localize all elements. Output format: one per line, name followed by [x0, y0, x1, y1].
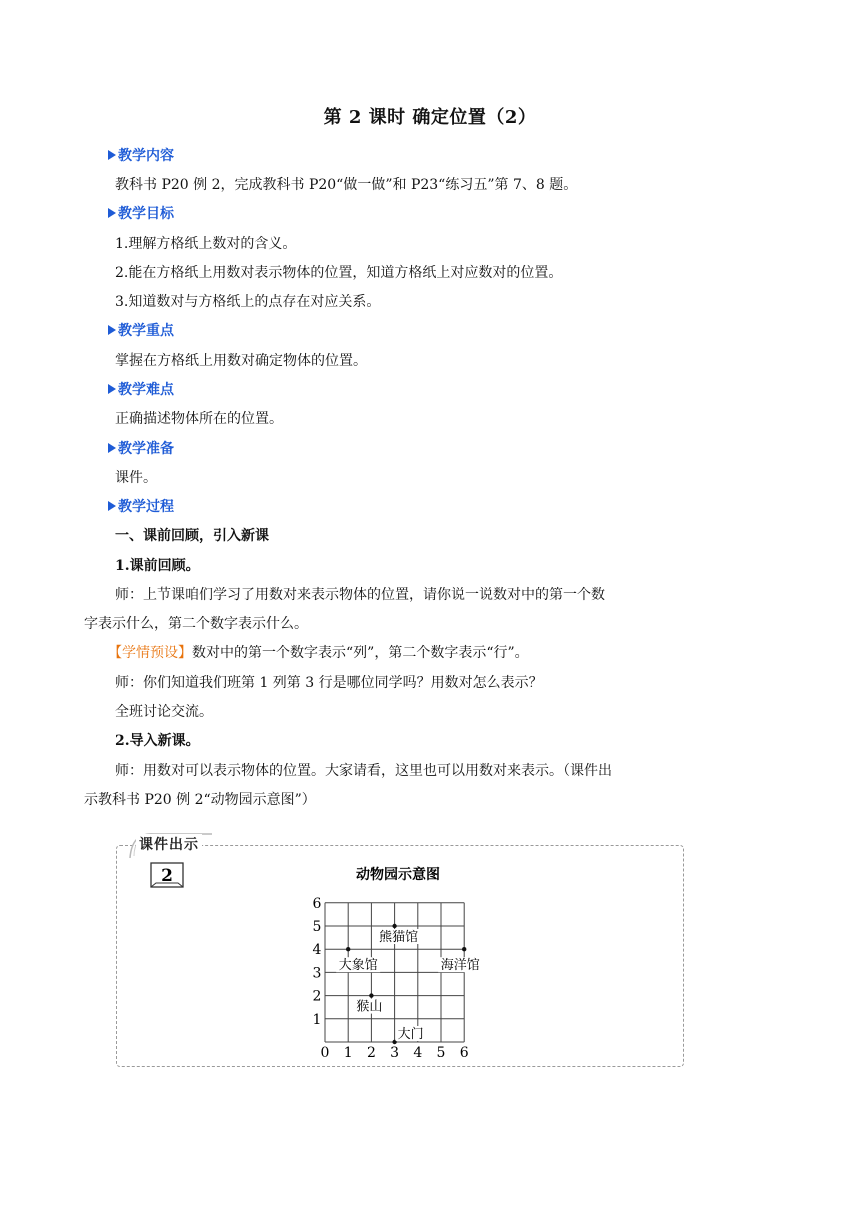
- x-tick-label: 3: [390, 1045, 400, 1060]
- goal-2: 2.能在方格纸上用数对表示物体的位置，知道方格纸上对应数对的位置。: [115, 265, 563, 281]
- tag-label: 课件出示: [136, 834, 202, 854]
- location-label: 熊猫馆: [379, 930, 419, 945]
- y-tick-label: 4: [312, 942, 322, 959]
- x-tick-label: 6: [459, 1045, 469, 1060]
- location-label: 大门: [397, 1027, 424, 1042]
- location-point: [369, 993, 373, 997]
- teacher1-line2: 字表示什么，第二个数字表示什么。: [84, 616, 308, 632]
- triangle-icon: [108, 443, 116, 453]
- triangle-icon: [108, 501, 116, 511]
- x-tick-label: 2: [366, 1045, 376, 1060]
- teacher3-line1: 师：用数对可以表示物体的位置。大家请看，这里也可以用数对来表示。（课件出: [115, 763, 612, 779]
- y-tick-label: 2: [312, 988, 322, 1005]
- step1-title: 1.课前回顾。: [115, 558, 200, 574]
- goal-1: 1.理解方格纸上数对的含义。: [115, 236, 297, 252]
- triangle-icon: [108, 325, 116, 335]
- points-layer: [336, 924, 482, 1044]
- triangle-icon: [108, 150, 116, 160]
- y-tick-label: 3: [312, 965, 322, 982]
- heading-goals: 教学目标: [108, 204, 174, 224]
- key-text: 掌握在方格纸上用数对确定物体的位置。: [115, 353, 367, 369]
- example-number-badge: [148, 860, 188, 890]
- x-tick-label: 0: [320, 1045, 330, 1060]
- heading-difficulty: 教学难点: [108, 380, 174, 400]
- location-label: 猴山: [356, 999, 383, 1015]
- location-label: 海洋馆: [440, 958, 480, 974]
- y-tick-label: 6: [312, 895, 322, 912]
- part1-title: 一、课前回顾，引入新课: [115, 528, 269, 544]
- heading-prep: 教学准备: [108, 439, 174, 459]
- triangle-icon: [108, 208, 116, 218]
- preset-line: [108, 643, 529, 663]
- y-tick-label: 5: [312, 919, 322, 935]
- teacher3-line2: 示教科书 P20 例 2“动物园示意图”）: [84, 792, 316, 808]
- x-tick-label: 4: [413, 1045, 423, 1060]
- location-point: [346, 947, 350, 951]
- teacher1-line1: 师：上节课咱们学习了用数对来表示物体的位置，请你说一说数对中的第一个数: [115, 587, 605, 603]
- location-label: 大象馆: [338, 958, 378, 974]
- difficulty-text: 正确描述物体所在的位置。: [115, 411, 283, 427]
- heading-process: 教学过程: [108, 497, 174, 517]
- courseware-tag: [128, 828, 218, 858]
- page-title: 第 2 课时 确定位置（2）: [323, 107, 537, 128]
- heading-content: 教学内容: [108, 146, 174, 166]
- triangle-icon: [108, 384, 116, 394]
- x-tick-label: 1: [343, 1045, 353, 1060]
- example-number: 2: [161, 866, 173, 886]
- step2-title: 2.导入新课。: [115, 733, 200, 749]
- x-tick-label: 5: [436, 1045, 446, 1060]
- location-point: [462, 947, 466, 951]
- content-text: 教科书 P20 例 2，完成教科书 P20“做一做”和 P23“练习五”第 7、8 题。: [115, 177, 578, 193]
- preset-label: 【学情预设】: [108, 645, 192, 661]
- y-tick-label: 1: [312, 1011, 322, 1028]
- location-point: [392, 924, 396, 928]
- preset-text: 数对中的第一个数字表示“列”，第二个数字表示“行”。: [192, 645, 529, 661]
- discussion: 全班讨论交流。: [115, 704, 213, 720]
- zoo-map-chart: [300, 860, 500, 1060]
- heading-key: 教学重点: [108, 321, 174, 341]
- goal-3: 3.知道数对与方格纸上的点存在对应关系。: [115, 294, 381, 310]
- teacher2: 师：你们知道我们班第 1 列第 3 行是哪位同学吗？用数对怎么表示？: [115, 675, 543, 691]
- tick-labels: [313, 896, 469, 1060]
- prep-text: 课件。: [115, 470, 157, 486]
- chart-title: 动物园示意图: [356, 867, 440, 883]
